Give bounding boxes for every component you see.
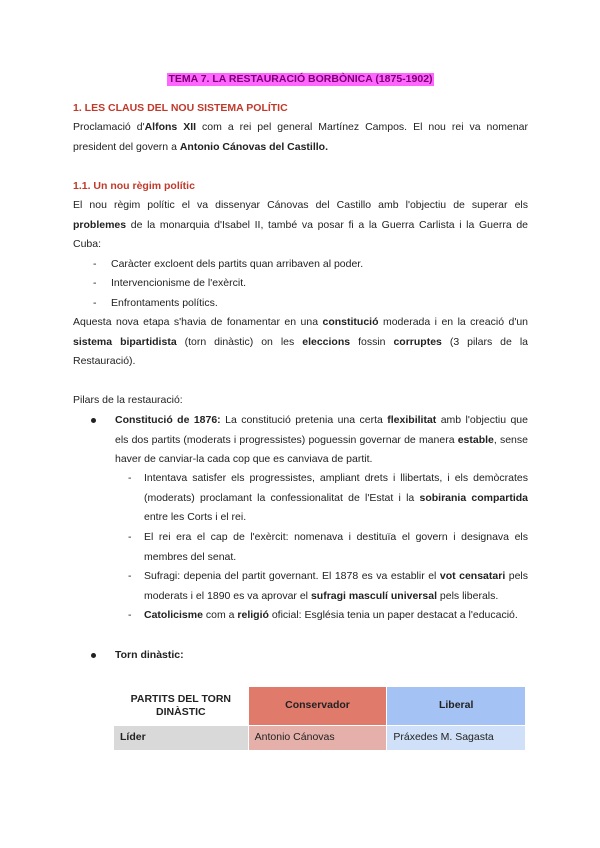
table-header-cell: PARTITS DEL TORN DINÀSTIC [114, 687, 249, 726]
table-row [114, 726, 526, 751]
section1-paragraph: Proclamació d'Alfons XII com a rei pel general Martínez Campos. El nou rei va nomenar president del govern a Antonio Cánovas del Castillo. [73, 121, 529, 153]
pilars-intro: Pilars de la restauració: [73, 394, 183, 406]
torn-dinastic-table [113, 686, 526, 751]
table-cell: Práxedes M. Sagasta [387, 726, 526, 751]
bullet-icon [91, 418, 96, 423]
section11-paragraph1: El nou règim polític el va dissenyar Cánovas del Castillo amb l'objectiu de superar els problemes de la monarquia d'Isabel II, també va posar fi a la Guerra Carlista i la Guerra de Cuba: [73, 199, 528, 250]
table-header-cell: Conservador [248, 687, 387, 726]
table-cell: Antonio Cánovas [248, 726, 387, 751]
table-cell: Líder [114, 726, 249, 751]
section11-paragraph2: Aquesta nova etapa s'havia de fonamentar en una constitució moderada i en la creació d'un sistema bipartidista (torn dinàstic) on les eleccions fossin corruptes (3 pilars de la Restauració). [73, 316, 529, 367]
section11-heading: 1.1. Un nou règim polític [73, 180, 195, 192]
page-title: TEMA 7. LA RESTAURACIÓ BORBÒNICA (1875-1902) [168, 73, 433, 85]
table-header-cell: Liberal [387, 687, 526, 726]
section1-heading: 1. LES CLAUS DEL NOU SISTEMA POLÍTIC [73, 102, 288, 114]
table-header-row [114, 687, 526, 726]
bullet-icon [91, 653, 96, 658]
